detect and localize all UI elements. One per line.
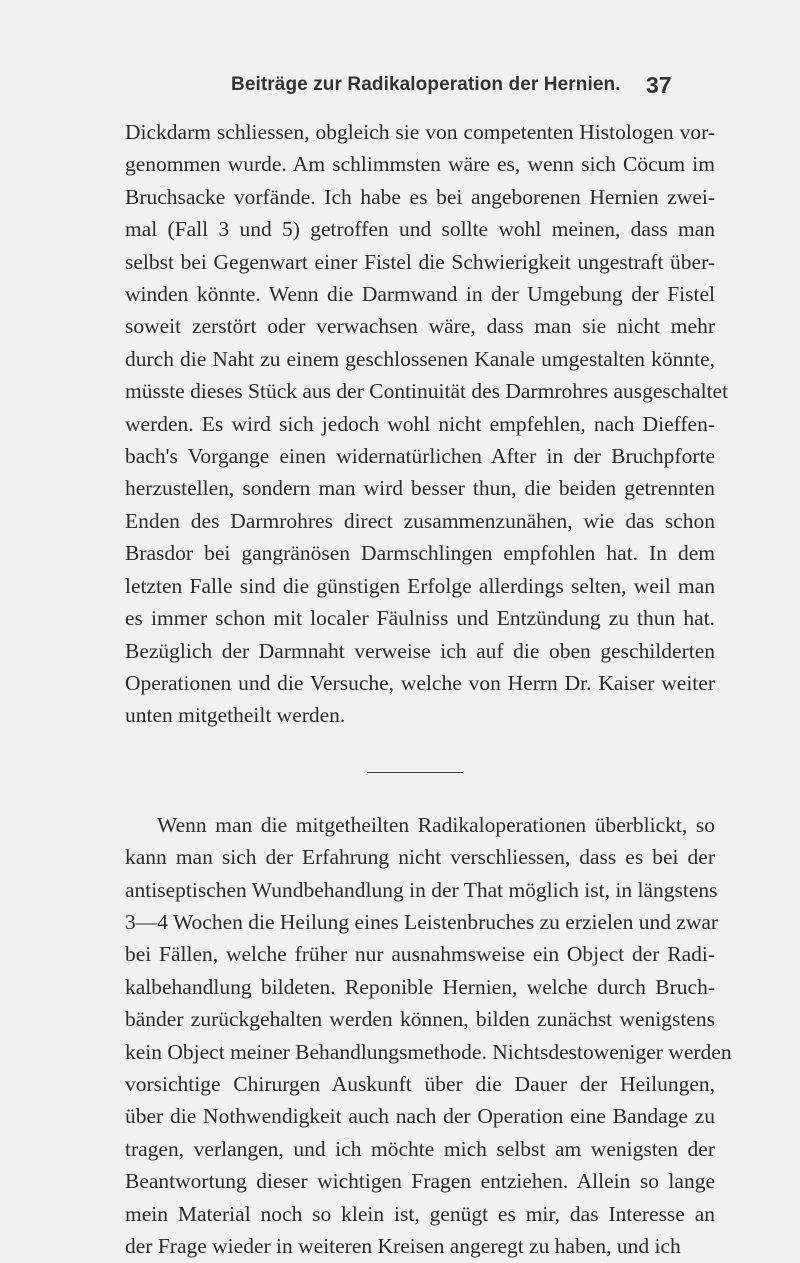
running-title: Beiträge zur Radikaloperation der Hernien. bbox=[231, 74, 621, 95]
text-line: kann man sich der Erfahrung nicht verschliessen, dass es bei der bbox=[125, 845, 715, 870]
text-line: winden könnte. Wenn die Darmwand in der Umgebung der Fistel bbox=[125, 282, 715, 307]
text-line: selbst bei Gegenwart einer Fistel die Schwierigkeit ungestraft über- bbox=[125, 249, 715, 274]
page-header bbox=[0, 74, 800, 104]
text-line: soweit zerstört oder verwachsen wäre, dass man sie nicht mehr bbox=[125, 314, 715, 339]
text-line: Dickdarm schliessen, obgleich sie von competenten Histologen vor- bbox=[125, 120, 715, 144]
text-line: kein Object meiner Behandlungsmethode. Nichtsdestoweniger werden bbox=[125, 1039, 732, 1064]
text-line: Enden des Darmrohres direct zusammenzunähen, wie das schon bbox=[125, 508, 715, 533]
body-text bbox=[125, 116, 732, 1262]
text-line: durch die Naht zu einem geschlossenen Kanale umgestalten könnte, bbox=[125, 346, 715, 371]
text-line: Operationen und die Versuche, welche von Herrn Dr. Kaiser weiter bbox=[125, 670, 715, 695]
text-line: Bruchsacke vorfände. Ich habe es bei angeborenen Hernien zwei- bbox=[125, 184, 715, 209]
text-line: Brasdor bei gangränösen Darmschlingen empfohlen hat. In dem bbox=[125, 541, 715, 566]
text-line: letzten Falle sind die günstigen Erfolge allerdings selten, weil man bbox=[125, 573, 715, 598]
text-line: bänder zurückgehalten werden können, bilden zunächst wenigstens bbox=[125, 1007, 715, 1032]
text-line: Wenn man die mitgetheilten Radikaloperationen überblickt, so bbox=[157, 812, 715, 837]
paragraph-2 bbox=[125, 809, 732, 1263]
paragraph-1 bbox=[125, 116, 729, 732]
text-line: kalbehandlung bildeten. Reponible Hernien, welche durch Bruch- bbox=[125, 974, 715, 999]
text-line: mein Material noch so klein ist, genügt es mir, das Interesse an bbox=[125, 1201, 715, 1226]
text-line: antiseptischen Wundbehandlung in der That möglich ist, in längstens bbox=[125, 877, 718, 902]
text-line: Bezüglich der Darmnaht verweise ich auf die oben geschilderten bbox=[125, 638, 715, 663]
text-line: unten mitgetheilt werden. bbox=[125, 703, 346, 728]
text-line: mal (Fall 3 und 5) getroffen und sollte wohl meinen, dass man bbox=[125, 217, 715, 242]
text-line: herzustellen, sondern man wird besser thun, die beiden getrennten bbox=[125, 476, 715, 501]
text-line: müsste dieses Stück aus der Continuität des Darmrohres ausgeschaltet bbox=[125, 379, 729, 404]
page-number: 37 bbox=[646, 72, 672, 98]
text-line: genommen wurde. Am schlimmsten wäre es, wenn sich Cöcum im bbox=[125, 152, 715, 177]
text-line: Beantwortung dieser wichtigen Fragen entziehen. Allein so lange bbox=[125, 1169, 715, 1194]
text-line: bei Fällen, welche früher nur ausnahmsweise ein Object der Radi- bbox=[125, 942, 715, 967]
text-line: tragen, verlangen, und ich möchte mich selbst am wenigsten der bbox=[125, 1136, 715, 1161]
text-line: vorsichtige Chirurgen Auskunft über die Dauer der Heilungen, bbox=[125, 1071, 715, 1096]
text-line: es immer schon mit localer Fäulniss und Entzündung zu thun hat. bbox=[125, 606, 715, 631]
text-line: der Frage wieder in weiteren Kreisen angeregt zu haben, und ich bbox=[125, 1234, 681, 1258]
text-line: 3—4 Wochen die Heilung eines Leistenbruches zu erzielen und zwar bbox=[125, 909, 719, 934]
section-divider bbox=[367, 772, 463, 773]
text-line: bach's Vorgange einen widernatürlichen After in der Bruchpforte bbox=[125, 444, 715, 469]
text-line: werden. Es wird sich jedoch wohl nicht empfehlen, nach Dieffen- bbox=[125, 411, 715, 436]
text-line: über die Nothwendigkeit auch nach der Operation eine Bandage zu bbox=[125, 1104, 715, 1129]
